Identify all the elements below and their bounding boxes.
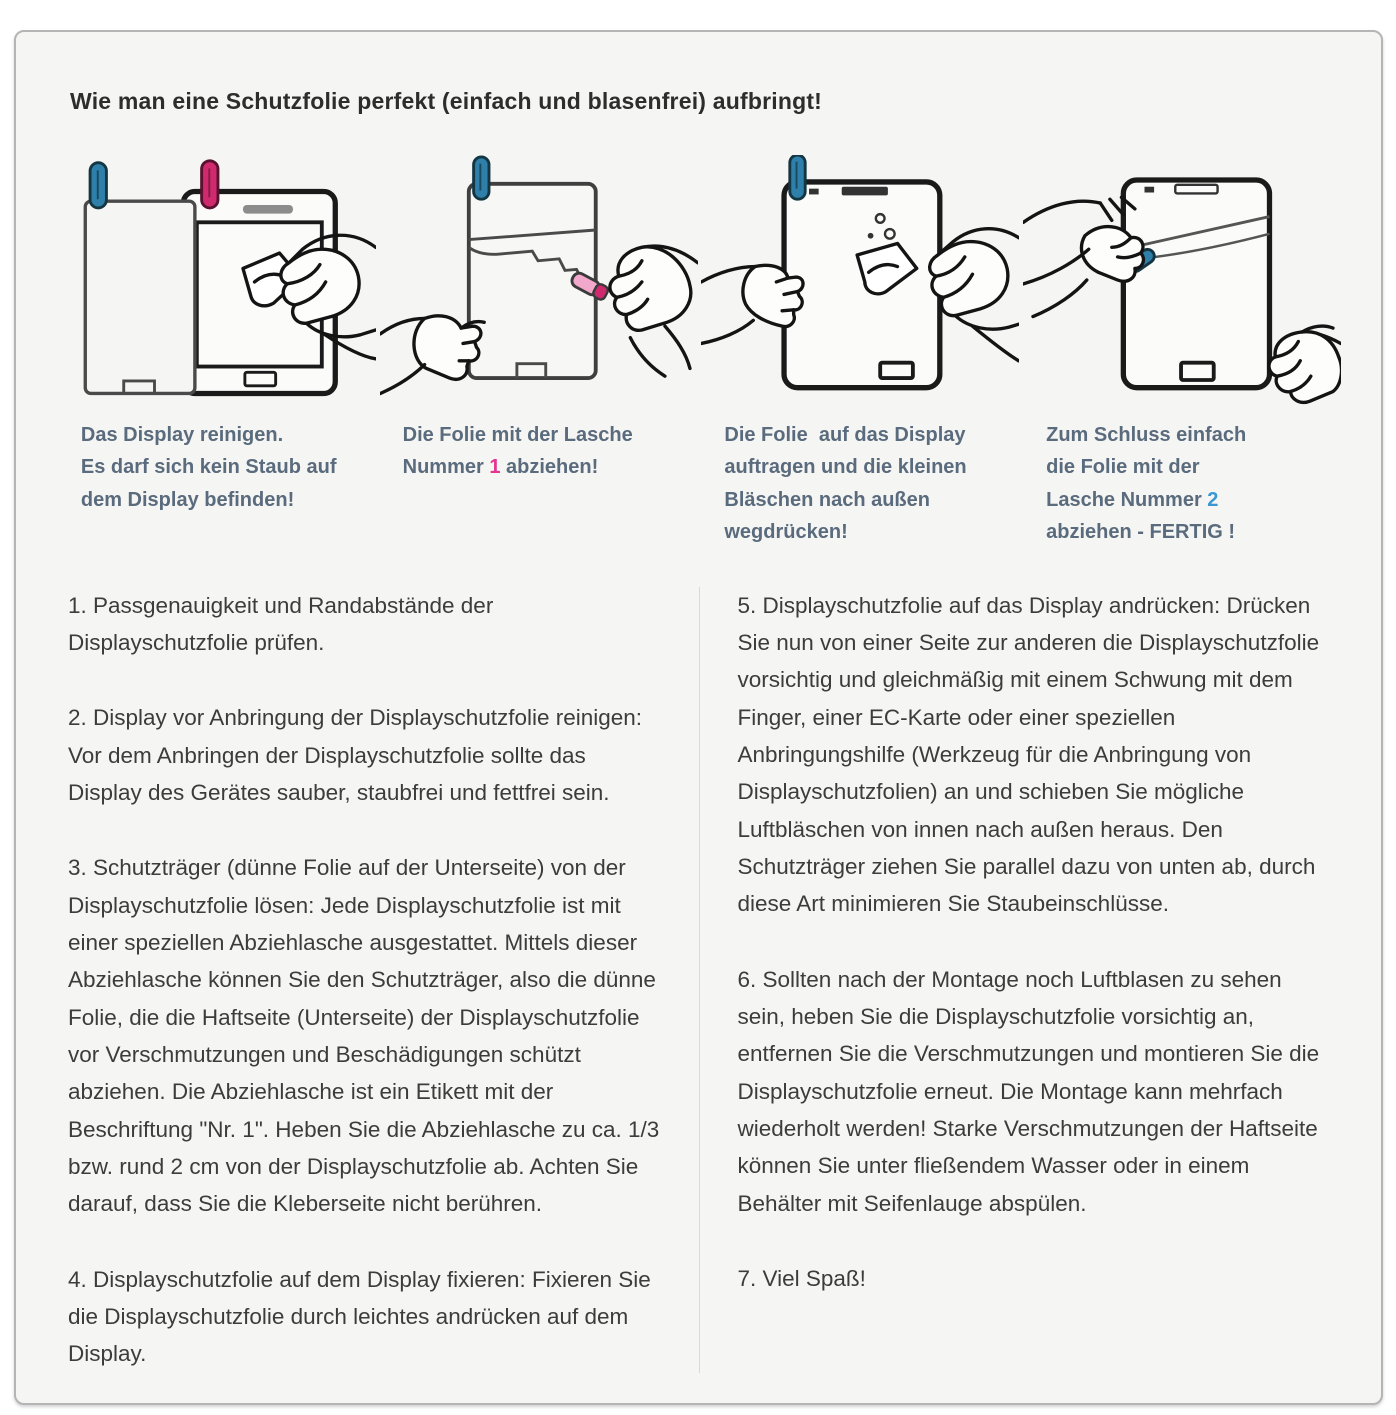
tab-2-icon [790, 155, 805, 199]
tab-number-1: 1 [489, 456, 501, 479]
apply-film-press-bubbles-illustration [701, 155, 1019, 405]
instructions-column-left [56, 587, 700, 1373]
caption-line: auftragen und die kleinen [724, 456, 967, 479]
phone-outline [1123, 180, 1269, 388]
step-1 [56, 155, 378, 516]
protective-film-icon [85, 201, 195, 393]
tab-number-2: 2 [1207, 488, 1219, 511]
phone-outline [784, 182, 940, 388]
caption-line: die Folie mit der [1046, 456, 1200, 479]
instruction-item-1: 1. Passgenauigkeit und Randabstände der Displayschutzfolie prüfen. [68, 592, 494, 655]
caption-text: Nummer [402, 456, 490, 479]
peel-tab-2-finished-illustration [1023, 155, 1341, 405]
instruction-item-4: 4. Displayschutzfolie auf dem Display fixieren: Fixieren Sie die Displayschutzfolie durch leichtes andrücken auf dem Display. [68, 1266, 651, 1367]
step-1-caption [81, 419, 353, 516]
caption-text: Lasche Nummer [1046, 488, 1208, 511]
peel-tab-1-illustration [380, 155, 698, 405]
tab-2-icon [90, 163, 106, 208]
caption-line [403, 451, 675, 483]
caption-line: Zum Schluss einfach [1046, 424, 1247, 446]
tab-1-icon [201, 161, 217, 208]
caption-line: abziehen - FERTIG ! [1046, 521, 1236, 544]
hand-left-icon [380, 316, 484, 394]
instruction-item-3: 3. Schutzträger (dünne Folie auf der Unterseite) von der Displayschutzfolie lösen: Jede Displayschutzfolie ist mit einer speziellen Abziehlasche ausgestattet. Mittels dieser Abziehlasche können Sie den Schutzträger, also die dünne Folie, die die Haftseite (Unterseite) der Displayschutzfolie vor Verschmutzungen und Beschädigungen schützt abziehen. Die Abziehlasche ist ein Etikett mit der Beschriftung "Nr. 1". Heben Sie die Abziehlasche zu ca. 1/3 bzw. rund 2 cm von der Displayschutzfolie ab. Achten Sie darauf, dass Sie die Kleberseite nicht berühren. [68, 855, 660, 1217]
caption-line: Bläschen nach außen [724, 488, 930, 511]
tab-2-icon [473, 157, 488, 199]
instruction-item-2: 2. Display vor Anbringung der Displayschutzfolie reinigen: Vor dem Anbringen der Displayschutzfolie sollte das Display des Gerätes sauber, staubfrei und fettfrei sein. [68, 705, 643, 805]
step-2-caption [403, 419, 675, 484]
instruction-item-7: 7. Viel Spaß! [737, 1266, 866, 1292]
hand-right-icon [930, 229, 1019, 361]
instructions-columns [56, 587, 1343, 1373]
page [0, 30, 1396, 1405]
step-3-caption [724, 419, 996, 549]
caption-line: wegdrücken! [724, 521, 848, 544]
caption-line: dem Display befinden! [80, 488, 295, 511]
instruction-item-6: 6. Sollten nach der Montage noch Luftblasen zu sehen sein, heben Sie die Displayschutzfolie vorsichtig an, entfernen Sie die Verschmutzungen und montieren Sie die Displayschutzfolie erneut. Die Montage kann mehrfach wiederholt werden! Starke Verschmutzungen der Haftseite können Sie unter fließendem Wasser oder in einem Behälter mit Seifenlauge abspülen. [737, 966, 1320, 1216]
caption-line: Die Folie auf das Display [724, 424, 966, 446]
hand-right-icon [1269, 326, 1341, 402]
instruction-panel [14, 30, 1383, 1405]
caption-text: abziehen! [500, 456, 599, 479]
instruction-item-5: 5. Displayschutzfolie auf das Display andrücken: Drücken Sie nun von einer Seite zur anderen die Displayschutzfolie vorsichtig und gleichmäßig mit einem Schwung mit dem Finger, einer EC-Karte oder einer speziellen Anbringungshilfe (Werkzeug für die Anbringung von Displayschutzfolien) an und schieben Sie mögliche Luftbläschen von innen nach außen heraus. Den Schutzträger ziehen Sie parallel dazu von unten ab, durch diese Art minimieren Sie Staubeinschlüsse. [737, 592, 1320, 917]
step-4-caption [1046, 419, 1318, 549]
clean-display-illustration [58, 155, 376, 405]
caption-line [1046, 484, 1318, 516]
step-3 [700, 155, 1022, 549]
caption-line: Das Display reinigen. [80, 424, 284, 446]
illustrated-steps-row [56, 155, 1343, 549]
instructions-column-right [700, 587, 1344, 1373]
hand-right-icon [610, 246, 698, 376]
caption-line: Es darf sich kein Staub auf [80, 456, 337, 479]
page-title: Wie man eine Schutzfolie perfekt (einfach und blasenfrei) aufbringt! [70, 88, 823, 114]
step-2 [378, 155, 700, 484]
step-4 [1021, 155, 1343, 549]
caption-line: Die Folie mit der Lasche [402, 424, 633, 446]
